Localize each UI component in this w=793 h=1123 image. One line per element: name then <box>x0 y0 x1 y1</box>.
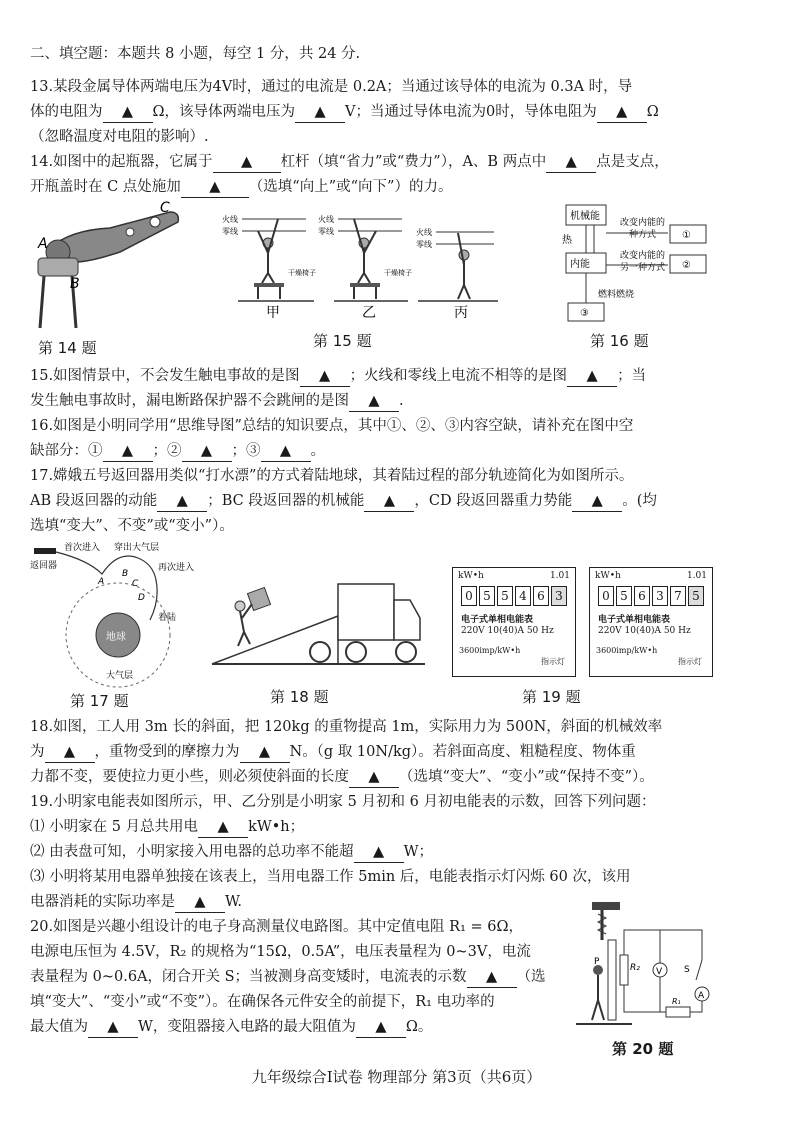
answer-blank[interactable]: ▲ <box>597 102 647 123</box>
svg-text:热: 热 <box>562 235 572 246</box>
meter-yi: kW•h 1.01 0 5 6 3 7 5 电子式单相电能表 220V 10(40)A 50 Hz 3600imp/kW•h 指示灯 <box>589 567 713 677</box>
meter-digit: 0 <box>461 586 477 606</box>
svg-text:首次进入: 首次进入 <box>64 543 101 553</box>
svg-text:②: ② <box>682 260 691 271</box>
svg-text:返回器: 返回器 <box>30 561 58 571</box>
svg-text:零线: 零线 <box>416 240 432 249</box>
point-b-label: B <box>70 276 80 292</box>
meter-digit: 5 <box>497 586 513 606</box>
svg-text:另一种方式: 另一种方式 <box>620 263 666 273</box>
q14-line1: 14.如图中的起瓶器，它属于 ▲ 杠杆（填“省力”或“费力”），A、B 两点中 ▲ 点是支点， <box>30 152 669 173</box>
svg-text:R₂: R₂ <box>630 963 640 973</box>
answer-blank[interactable]: ▲ <box>567 366 617 387</box>
svg-text:改变内能的: 改变内能的 <box>620 251 666 261</box>
q19-line5: 电器消耗的实际功率是 ▲ W. <box>30 892 242 913</box>
q20-line2: 电源电压恒为 4.5V，R₂ 的规格为“15Ω，0.5A”，电压表量程为 0~3V，电流 <box>30 944 531 960</box>
answer-blank[interactable]: ▲ <box>349 767 399 788</box>
caption-fig17: 第 17 题 <box>70 692 129 710</box>
answer-blank[interactable]: ▲ <box>213 152 281 173</box>
caption-fig15: 第 15 题 <box>313 332 372 350</box>
meter-jia: kW•h 1.01 0 5 5 4 6 3 电子式单相电能表 220V 10(40)A 50 Hz 3600imp/kW•h 指示灯 <box>452 567 576 677</box>
meter-digit: 7 <box>670 586 686 606</box>
meter-digit: 0 <box>598 586 614 606</box>
answer-blank[interactable]: ▲ <box>181 177 249 198</box>
svg-text:B: B <box>122 569 129 579</box>
svg-text:地球: 地球 <box>106 632 126 643</box>
q19-line4: ⑶ 小明将某用电器单独接在该表上，当用电器工作 5min 后，电能表指示灯闪烁 60 次，该用 <box>30 869 631 885</box>
meter-digit: 5 <box>479 586 495 606</box>
q13-line2: 体的电阻为 ▲ Ω，该导体两端电压为 ▲ V；当通过导体电流为0时，导体电阻为 ▲ Ω <box>30 102 659 123</box>
meter-digit: 6 <box>634 586 650 606</box>
section-title: 二、填空题：本题共 8 小题，每空 1 分，共 24 分. <box>30 46 361 62</box>
answer-blank[interactable]: ▲ <box>572 491 622 512</box>
answer-blank[interactable]: ▲ <box>157 491 207 512</box>
figure-15-electric-shock <box>218 205 498 320</box>
answer-blank[interactable]: ▲ <box>546 152 596 173</box>
svg-text:一种方式: 一种方式 <box>620 230 657 240</box>
svg-text:V: V <box>656 967 663 977</box>
svg-text:A: A <box>98 577 105 587</box>
caption-fig20: 第 20 题 <box>612 1040 674 1058</box>
svg-text:R₁: R₁ <box>672 997 681 1006</box>
svg-text:火线: 火线 <box>222 215 238 224</box>
svg-text:干燥椅子: 干燥椅子 <box>384 269 412 277</box>
q13-line1: 13.某段金属导体两端电压为4V时，通过的电流是 0.2A；当通过该导体的电流为 0.3A 时，导 <box>30 79 633 95</box>
figure-14-bottle-opener <box>30 200 190 330</box>
answer-blank[interactable]: ▲ <box>175 892 225 913</box>
svg-text:P: P <box>594 957 600 967</box>
caption-fig18: 第 18 题 <box>270 688 329 706</box>
svg-text:大气层: 大气层 <box>106 671 134 681</box>
meter-digit: 3 <box>551 586 567 606</box>
svg-text:零线: 零线 <box>318 227 334 236</box>
answer-blank[interactable]: ▲ <box>240 742 290 763</box>
meter-digit: 5 <box>616 586 632 606</box>
meter-yi-digits <box>598 586 704 606</box>
q15-line1: 15.如图情景中，不会发生触电事故的是图 ▲ ；火线和零线上电流不相等的是图 ▲ ；当 <box>30 366 646 387</box>
q19-line2: ⑴ 小明家在 5 月总共用电 ▲ kW•h； <box>30 817 304 838</box>
q20-line5: 最大值为 ▲ W，变阻器接入电路的最大阻值为 ▲ Ω。 <box>30 1017 432 1038</box>
q18-line3: 力都不变，要使拉力更小些，则必须使斜面的长度 ▲ （选填“变大”、“变小”或“保持不变”）。 <box>30 767 654 788</box>
svg-text:乙: 乙 <box>362 305 376 320</box>
meter-jia-digits <box>461 586 567 606</box>
answer-blank[interactable]: ▲ <box>467 967 517 988</box>
svg-text:C: C <box>132 579 139 589</box>
svg-text:机械能: 机械能 <box>570 211 600 222</box>
q17-line2: AB 段返回器的动能 ▲ ；BC 段返回器的机械能 ▲ ，CD 段返回器重力势能 ▲ 。(均 <box>30 491 657 512</box>
svg-text:①: ① <box>682 230 691 241</box>
caption-fig14: 第 14 题 <box>38 339 97 357</box>
svg-text:③: ③ <box>580 308 589 319</box>
answer-blank[interactable]: ▲ <box>356 1017 406 1038</box>
svg-text:S: S <box>684 965 690 975</box>
figure-17-trajectory <box>28 540 203 690</box>
svg-text:D: D <box>138 593 145 603</box>
figure-20-circuit <box>572 900 722 1035</box>
caption-fig19: 第 19 题 <box>522 688 581 706</box>
answer-blank[interactable]: ▲ <box>103 441 153 462</box>
q18-line2: 为 ▲ ，重物受到的摩擦力为 ▲ N。（g 取 10N/kg）。若斜面高度、粗糙程度、物体重 <box>30 742 636 763</box>
svg-text:内能: 内能 <box>570 259 590 270</box>
q17-line1: 17.嫦娥五号返回器用类似“打水漂”的方式着陆地球，其着陆过程的部分轨迹简化为如图所示。 <box>30 468 634 484</box>
svg-text:穿出大气层: 穿出大气层 <box>114 543 160 553</box>
meter-digit: 3 <box>652 586 668 606</box>
answer-blank[interactable]: ▲ <box>103 102 153 123</box>
q13-line3: （忽略温度对电阻的影响）. <box>30 129 209 145</box>
meter-digit: 6 <box>533 586 549 606</box>
answer-blank[interactable]: ▲ <box>349 391 399 412</box>
answer-blank[interactable]: ▲ <box>261 441 311 462</box>
svg-text:火线: 火线 <box>416 228 432 237</box>
q15-line2: 发生触电事故时，漏电断路保护器不会跳闸的是图 ▲ . <box>30 391 404 412</box>
answer-blank[interactable]: ▲ <box>198 817 248 838</box>
page-footer: 九年级综合Ⅰ试卷 物理部分 第3页（共6页） <box>251 1068 542 1086</box>
figure-16-mind-map <box>562 203 712 328</box>
answer-blank[interactable]: ▲ <box>295 102 345 123</box>
q19-line3: ⑵ 由表盘可知，小明家接入用电器的总功率不能超 ▲ W； <box>30 842 433 863</box>
answer-blank[interactable]: ▲ <box>354 842 404 863</box>
point-c-label: C <box>160 200 170 216</box>
q16-line1: 16.如图是小明同学用“思维导图”总结的知识要点，其中①、②、③内容空缺，请补充在图中空 <box>30 418 634 434</box>
q17-line3: 选填“变大”、不变”或“变小”）。 <box>30 518 234 534</box>
meter-digit: 5 <box>688 586 704 606</box>
point-a-label: A <box>38 236 48 252</box>
q20-line3: 表量程为 0~0.6A，闭合开关 S；当被测身高变矮时，电流表的示数 ▲ （选 <box>30 967 546 988</box>
q20-line4: 填“变大”、“变小”或“不变”）。在确保各元件安全的前提下，R₁ 电功率的 <box>30 994 495 1010</box>
q20-line1: 20.如图是兴趣小组设计的电子身高测量仪电路图。其中定值电阻 R₁ = 6Ω， <box>30 919 524 935</box>
figure-18-ramp-truck <box>210 560 430 680</box>
svg-text:再次进入: 再次进入 <box>158 563 195 573</box>
svg-text:A: A <box>698 991 705 1001</box>
svg-text:燃料燃烧: 燃料燃烧 <box>598 290 635 300</box>
q18-line1: 18.如图，工人用 3m 长的斜面，把 120kg 的重物提高 1m，实际用力为 500N，斜面的机械效率 <box>30 719 663 735</box>
svg-text:甲: 甲 <box>266 305 280 320</box>
svg-text:干燥椅子: 干燥椅子 <box>288 269 316 277</box>
answer-blank[interactable]: ▲ <box>45 742 95 763</box>
svg-text:丙: 丙 <box>454 305 468 320</box>
svg-text:零线: 零线 <box>222 227 238 236</box>
q14-line2: 开瓶盖时在 C 点处施加 ▲ （选填“向上”或“向下”）的力。 <box>30 177 452 198</box>
meter-digit: 4 <box>515 586 531 606</box>
answer-blank[interactable]: ▲ <box>88 1017 138 1038</box>
q19-line1: 19.小明家电能表如图所示，甲、乙分别是小明家 5 月初和 6 月初电能表的示数，回答下列问题： <box>30 794 656 810</box>
svg-text:着陆: 着陆 <box>158 613 177 623</box>
answer-blank[interactable]: ▲ <box>300 366 350 387</box>
answer-blank[interactable]: ▲ <box>364 491 414 512</box>
answer-blank[interactable]: ▲ <box>182 441 232 462</box>
svg-text:改变内能的: 改变内能的 <box>620 218 666 228</box>
svg-text:火线: 火线 <box>318 215 334 224</box>
caption-fig16: 第 16 题 <box>590 332 649 350</box>
q16-line2: 缺部分：① ▲ ；② ▲ ；③ ▲ 。 <box>30 441 325 462</box>
